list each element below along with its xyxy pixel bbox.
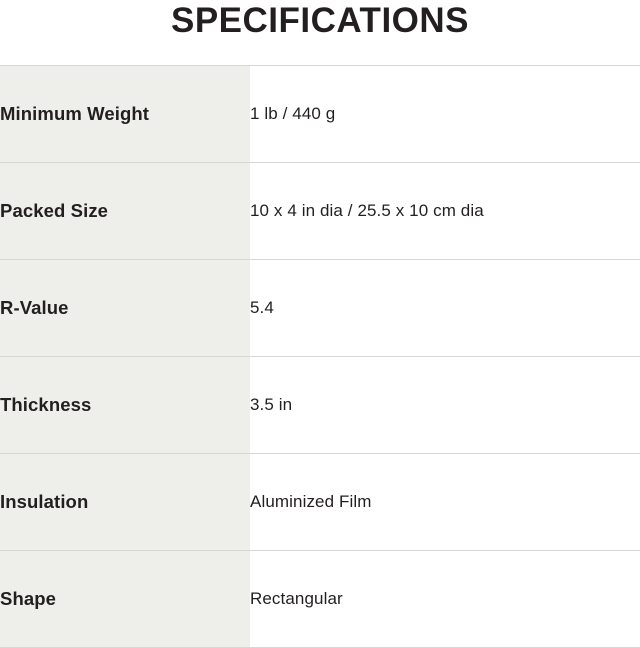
spec-value: Rectangular	[250, 551, 640, 648]
table-row	[0, 66, 640, 163]
spec-label: Insulation	[0, 454, 250, 551]
spec-value: 5.4	[250, 260, 640, 357]
page-title: SPECIFICATIONS	[170, 1, 470, 40]
spec-label: Minimum Weight	[0, 66, 250, 163]
table-row	[0, 163, 640, 260]
spec-label: Packed Size	[0, 163, 250, 260]
specifications-table	[0, 65, 640, 648]
table-row	[0, 357, 640, 454]
spec-label: R-Value	[0, 260, 250, 357]
spec-value: 10 x 4 in dia / 25.5 x 10 cm dia	[250, 163, 640, 260]
table-row	[0, 551, 640, 648]
spec-label: Shape	[0, 551, 250, 648]
table-row	[0, 454, 640, 551]
spec-value: Aluminized Film	[250, 454, 640, 551]
table-row	[0, 260, 640, 357]
spec-value: 3.5 in	[250, 357, 640, 454]
spec-value: 1 lb / 440 g	[250, 66, 640, 163]
spec-label: Thickness	[0, 357, 250, 454]
